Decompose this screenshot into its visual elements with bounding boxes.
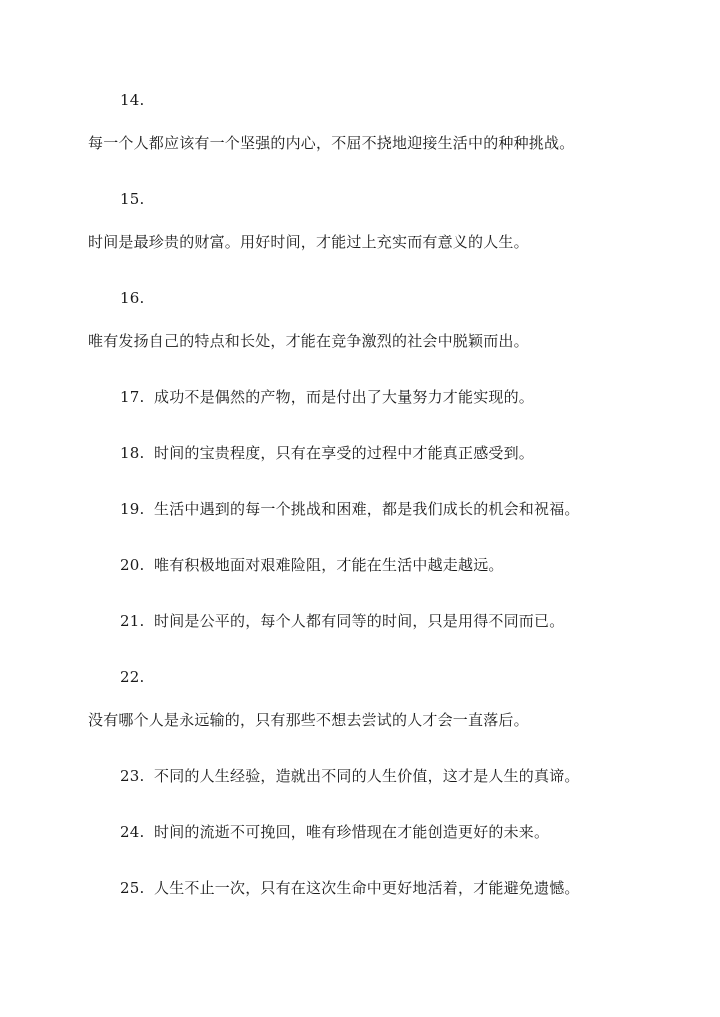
entry-23	[120, 766, 580, 786]
entry-20-text: 唯有积极地面对艰难险阻，才能在生活中越走越远。	[154, 556, 504, 574]
entry-14-text: 每一个人都应该有一个坚强的内心，不屈不挠地迎接生活中的种种挑战。	[88, 134, 575, 152]
entry-20	[120, 555, 504, 575]
entry-17-number: 17.	[120, 388, 145, 406]
entry-22-text: 没有哪个人是永远输的，只有那些不想去尝试的人才会一直落后。	[88, 711, 529, 729]
entry-25-number: 25.	[120, 879, 145, 897]
entry-15-number: 15.	[120, 190, 145, 208]
entry-16-text: 唯有发扬自己的特点和长处，才能在竞争激烈的社会中脱颖而出。	[88, 332, 529, 350]
entry-14-number: 14.	[120, 91, 145, 109]
entry-21	[120, 611, 564, 631]
entry-17-text: 成功不是偶然的产物，而是付出了大量努力才能实现的。	[154, 388, 535, 406]
entry-15-text: 时间是最珍贵的财富。用好时间，才能过上充实而有意义的人生。	[88, 233, 529, 251]
entry-21-text: 时间是公平的，每个人都有同等的时间，只是用得不同而已。	[154, 612, 565, 630]
entry-19-text: 生活中遇到的每一个挑战和困难，都是我们成长的机会和祝福。	[154, 500, 580, 518]
entry-24	[120, 822, 549, 842]
entry-19	[120, 499, 580, 519]
entry-21-number: 21.	[120, 612, 145, 630]
entry-18	[120, 443, 534, 463]
entry-22-number: 22.	[120, 668, 145, 686]
entry-23-text: 不同的人生经验，造就出不同的人生价值，这才是人生的真谛。	[154, 767, 580, 785]
entry-19-number: 19.	[120, 500, 145, 518]
entry-17	[120, 387, 534, 407]
entry-24-text: 时间的流逝不可挽回，唯有珍惜现在才能创造更好的未来。	[154, 823, 550, 841]
entry-18-text: 时间的宝贵程度，只有在享受的过程中才能真正感受到。	[154, 444, 535, 462]
entry-16-number: 16.	[120, 289, 145, 307]
entry-18-number: 18.	[120, 444, 145, 462]
entry-25-text: 人生不止一次，只有在这次生命中更好地活着，才能避免遗憾。	[154, 879, 580, 897]
entry-24-number: 24.	[120, 823, 145, 841]
entry-25	[120, 878, 580, 898]
entry-23-number: 23.	[120, 767, 145, 785]
entry-20-number: 20.	[120, 556, 145, 574]
